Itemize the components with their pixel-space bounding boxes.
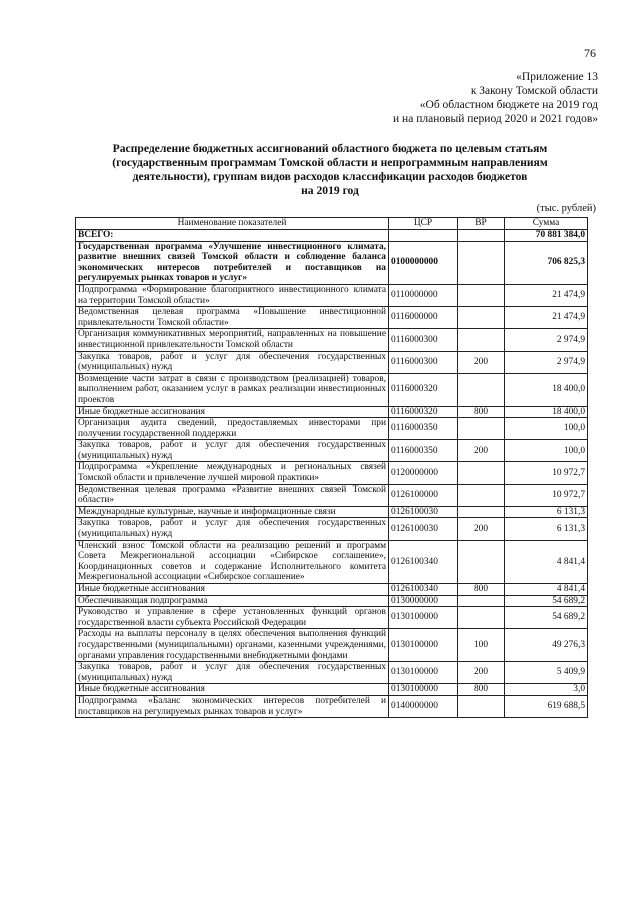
row-sum-cell: 4 841,4 [505, 584, 588, 596]
table-row [76, 241, 588, 284]
row-sum-cell: 18 400,0 [505, 373, 588, 406]
row-sum-cell: 100,0 [505, 440, 588, 462]
row-csr-cell: 0126100000 [389, 484, 458, 506]
row-vr-cell [458, 462, 505, 484]
row-csr-cell: 0116000320 [389, 373, 458, 406]
row-sum-cell: 706 825,3 [505, 241, 588, 284]
row-vr-cell [458, 695, 505, 717]
row-sum-cell: 18 400,0 [505, 406, 588, 418]
table-row [76, 284, 588, 306]
row-vr-cell: 800 [458, 584, 505, 596]
row-sum-cell: 54 689,2 [505, 607, 588, 629]
row-name-cell: Закупка товаров, работ и услуг для обеспечения государственных (муниципальных) нужд [76, 440, 389, 462]
table-row [76, 595, 588, 607]
row-vr-cell [458, 284, 505, 306]
row-vr-cell [458, 230, 505, 242]
table-row [76, 629, 588, 662]
row-name-cell: Подпрограмма «Укрепление международных и региональных связей Томской области и привлечение лучшей мировой практики» [76, 462, 389, 484]
row-sum-cell: 6 131,3 [505, 518, 588, 540]
row-sum-cell: 100,0 [505, 418, 588, 440]
table-row [76, 506, 588, 518]
header-csr: ЦСР [389, 218, 458, 230]
table-row [76, 584, 588, 596]
row-vr-cell [458, 540, 505, 583]
row-csr-cell: 0116000320 [389, 406, 458, 418]
table-row [76, 230, 588, 242]
row-sum-cell: 3,0 [505, 684, 588, 696]
row-name-cell: Организация аудита сведений, предоставляемых инвесторами при получении государственной поддержки [76, 418, 389, 440]
row-csr-cell: 0116000300 [389, 351, 458, 373]
row-name-cell: Иные бюджетные ассигнования [76, 684, 389, 696]
row-name-cell: Иные бюджетные ассигнования [76, 406, 389, 418]
row-csr-cell: 0130100000 [389, 684, 458, 696]
table-row [76, 418, 588, 440]
row-csr-cell: 0120000000 [389, 462, 458, 484]
appendix-line: «Приложение 13 [516, 71, 598, 83]
row-vr-cell [458, 506, 505, 518]
table-row [76, 695, 588, 717]
row-vr-cell: 800 [458, 406, 505, 418]
row-csr-cell: 0100000000 [389, 241, 458, 284]
row-name-cell: Закупка товаров, работ и услуг для обеспечения государственных (муниципальных) нужд [76, 518, 389, 540]
table-row [76, 540, 588, 583]
row-sum-cell: 54 689,2 [505, 595, 588, 607]
row-vr-cell [458, 418, 505, 440]
row-csr-cell: 0130000000 [389, 595, 458, 607]
table-row [76, 373, 588, 406]
row-name-cell: Ведомственная целевая программа «Повышение инвестиционной привлекательности Томской области» [76, 307, 389, 329]
row-vr-cell: 200 [458, 662, 505, 684]
row-csr-cell: 0130100000 [389, 629, 458, 662]
row-name-cell: Ведомственная целевая программа «Развитие внешних связей Томской области» [76, 484, 389, 506]
header-name: Наименование показателей [76, 218, 389, 230]
row-vr-cell [458, 607, 505, 629]
table-row [76, 329, 588, 351]
table-row [76, 662, 588, 684]
row-csr-cell: 0116000350 [389, 418, 458, 440]
row-csr-cell: 0126100340 [389, 540, 458, 583]
row-sum-cell: 70 881 384,0 [505, 230, 588, 242]
budget-table [75, 217, 588, 718]
appendix-caption [393, 70, 598, 126]
row-vr-cell [458, 373, 505, 406]
table-body [76, 230, 588, 718]
row-sum-cell: 10 972,7 [505, 484, 588, 506]
row-csr-cell: 0116000350 [389, 440, 458, 462]
row-sum-cell: 2 974,9 [505, 351, 588, 373]
unit-note: (тыс. рублей) [536, 203, 596, 214]
row-sum-cell: 21 474,9 [505, 284, 588, 306]
appendix-line: к Закону Томской области [470, 85, 598, 97]
row-name-cell: Закупка товаров, работ и услуг для обеспечения государственных (муниципальных) нужд [76, 662, 389, 684]
row-csr-cell: 0130100000 [389, 607, 458, 629]
row-sum-cell: 5 409,9 [505, 662, 588, 684]
title-line: деятельности), группам видов расходов классификации расходов бюджетов [132, 170, 528, 183]
row-name-cell: Членский взнос Томской области на реализацию решений и программ Совета Межрегиональной ассоциации «Сибирское соглашение», Координационных советов и содержание Исполнительного комитета Межрегиональной ассоциации «Сибирское соглашение» [76, 540, 389, 583]
row-csr-cell: 0116000300 [389, 329, 458, 351]
row-vr-cell: 800 [458, 684, 505, 696]
row-csr-cell: 0110000000 [389, 284, 458, 306]
row-vr-cell [458, 595, 505, 607]
row-name-cell: Государственная программа «Улучшение инвестиционного климата, развитие внешних связей Томской области и соблюдение баланса экономических интересов потребителей и поставщиков на регулируемых рынках товаров и услуг» [76, 241, 389, 284]
row-sum-cell: 10 972,7 [505, 462, 588, 484]
row-csr-cell: 0126100030 [389, 518, 458, 540]
row-name-cell: Подпрограмма «Баланс экономических интересов потребителей и поставщиков на регулируемых рынках товаров и услуг» [76, 695, 389, 717]
title-line: (государственным программам Томской области и непрограммным направлениям [112, 156, 548, 169]
row-sum-cell: 2 974,9 [505, 329, 588, 351]
title-line: на 2019 год [301, 184, 359, 197]
row-name-cell: Организация коммуникативных мероприятий, направленных на повышение инвестиционной привлекательности Томской области [76, 329, 389, 351]
table-row [76, 351, 588, 373]
row-csr-cell: 0116000000 [389, 307, 458, 329]
table-row [76, 484, 588, 506]
row-name-cell: Закупка товаров, работ и услуг для обеспечения государственных (муниципальных) нужд [76, 351, 389, 373]
row-csr-cell [389, 230, 458, 242]
header-vr: ВР [458, 218, 505, 230]
title-line: Распределение бюджетных ассигнований областного бюджета по целевым статьям [112, 142, 548, 155]
table-header-row [76, 218, 588, 230]
row-csr-cell: 0140000000 [389, 695, 458, 717]
table-row [76, 684, 588, 696]
row-vr-cell: 200 [458, 351, 505, 373]
row-sum-cell: 49 276,3 [505, 629, 588, 662]
document-title [80, 142, 580, 198]
row-name-cell: Возмещение части затрат в связи с производством (реализацией) товаров, выполнением работ, оказанием услуг в рамках реализации инвестиционных проектов [76, 373, 389, 406]
table-row [76, 406, 588, 418]
row-name-cell: Иные бюджетные ассигнования [76, 584, 389, 596]
row-name-cell: Подпрограмма «Формирование благоприятного инвестиционного климата на территории Томской области» [76, 284, 389, 306]
row-name-cell: Обеспечивающая подпрограмма [76, 595, 389, 607]
row-name-cell: ВСЕГО: [76, 230, 389, 242]
row-vr-cell [458, 307, 505, 329]
row-vr-cell: 100 [458, 629, 505, 662]
table-row [76, 462, 588, 484]
row-sum-cell: 6 131,3 [505, 506, 588, 518]
row-name-cell: Расходы на выплаты персоналу в целях обеспечения выполнения функций государственными (муниципальными) органами, казенными учреждениями, органами управления государственными внебюджетными фондами [76, 629, 389, 662]
row-csr-cell: 0126100030 [389, 506, 458, 518]
row-vr-cell [458, 241, 505, 284]
page-number: 76 [584, 46, 596, 60]
header-sum: Сумма [505, 218, 588, 230]
table-row [76, 440, 588, 462]
row-csr-cell: 0130100000 [389, 662, 458, 684]
row-vr-cell: 200 [458, 518, 505, 540]
row-sum-cell: 4 841,4 [505, 540, 588, 583]
row-sum-cell: 21 474,9 [505, 307, 588, 329]
row-name-cell: Руководство и управление в сфере установленных функций органов государственной власти субъекта Российской Федерации [76, 607, 389, 629]
row-vr-cell: 200 [458, 440, 505, 462]
row-sum-cell: 619 688,5 [505, 695, 588, 717]
row-name-cell: Международные культурные, научные и информационные связи [76, 506, 389, 518]
table-row [76, 307, 588, 329]
appendix-line: «Об областном бюджете на 2019 год [419, 99, 598, 111]
row-vr-cell [458, 329, 505, 351]
table-row [76, 607, 588, 629]
row-csr-cell: 0126100340 [389, 584, 458, 596]
table-row [76, 518, 588, 540]
appendix-line: и на плановый период 2020 и 2021 годов» [393, 113, 598, 125]
row-vr-cell [458, 484, 505, 506]
